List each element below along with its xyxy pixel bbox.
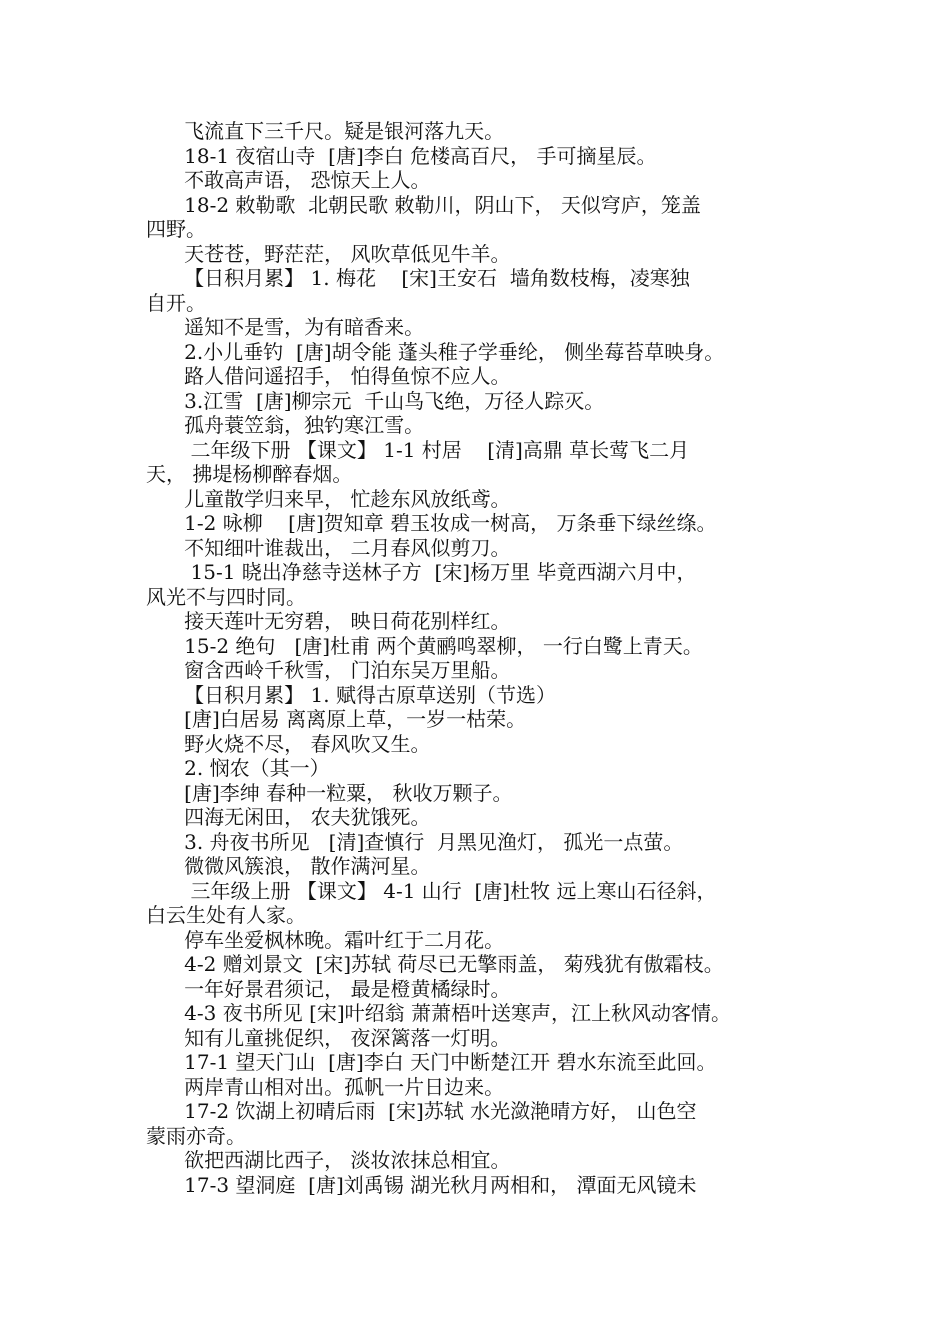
text-line: 两岸青山相对出。孤帆一片日边来。 [146,1074,505,1099]
text-line: 4-3 夜书所见 [宋]叶绍翁 萧萧梧叶送寒声，江上秋风动客情。 [146,1001,732,1025]
text-line: 四海无闲田， 农夫犹饿死。 [146,805,431,829]
text-line: 儿童散学归来早， 忙趁东风放纸鸢。 [146,486,511,511]
text-line: 野火烧不尽， 春风吹又生。 [146,731,431,756]
text-line: 18-2 敕勒歌 北朝民歌 敕勒川，阴山下， 天似穹庐，笼盖 [146,192,701,217]
text-line: 接天莲叶无穷碧， 映日荷花别样红。 [146,609,511,633]
text-line: 不知细叶谁裁出， 二月春风似剪刀。 [146,535,511,560]
text-line: 风光不与四时同。 [146,584,306,609]
text-line: 二年级下册 【课文】 1-1 村居 [清]高鼎 草长莺飞二月 [146,437,690,462]
text-line: 不敢高声语， 恐惊天上人。 [146,168,431,192]
text-line: 微微风簇浪， 散作满河星。 [146,854,431,878]
text-line: 窗含西岭千秋雪， 门泊东吴万里船。 [146,658,511,682]
text-line: 1-2 咏柳 [唐]贺知章 碧玉妆成一树高， 万条垂下绿丝绦。 [146,511,717,535]
text-line: 路人借问遥招手， 怕得鱼惊不应人。 [146,364,511,388]
text-line: 【日积月累】 1. 梅花 [宋]王安石 墙角数枝梅，凌寒独 [146,266,690,290]
text-line: 停车坐爱枫林晚。霜叶红于二月花。 [146,927,505,952]
text-line: 一年好景君须记， 最是橙黄橘绿时。 [146,976,511,1001]
text-line: 欲把西湖比西子， 淡妆浓抹总相宜。 [146,1148,511,1172]
text-line: 天， 拂堤杨柳醉春烟。 [146,462,353,486]
text-line: 17-1 望天门山 [唐]李白 天门中断楚江开 碧水东流至此回。 [146,1050,717,1074]
text-line: 【日积月累】 1. 赋得古原草送别（节选） [146,682,556,707]
text-line: 知有儿童挑促织， 夜深篱落一灯明。 [146,1025,511,1050]
text-line: [唐]白居易 离离原上草，一岁一枯荣。 [146,707,527,731]
text-line: [唐]李绅 春种一粒粟， 秋收万颗子。 [146,780,513,805]
text-line: 飞流直下三千尺。疑是银河落九天。 [146,119,505,143]
text-line: 白云生处有人家。 [146,903,306,927]
text-line: 3. 舟夜书所见 [清]查慎行 月黑见渔灯， 孤光一点萤。 [146,829,684,854]
poem-text-block [146,119,816,1197]
text-line: 18-1 夜宿山寺 [唐]李白 危楼高百尺， 手可摘星辰。 [146,143,657,168]
text-line: 三年级上册 【课文】 4-1 山行 [唐]杜牧 远上寒山石径斜， [146,878,717,903]
text-line: 4-2 赠刘景文 [宋]苏轼 荷尽已无擎雨盖， 菊残犹有傲霜枝。 [146,952,724,976]
text-line: 15-1 晓出净慈寺送林子方 [宋]杨万里 毕竟西湖六月中， [146,560,697,584]
text-line: 自开。 [146,290,206,315]
text-line: 遥知不是雪，为有暗香来。 [146,315,425,339]
text-line: 15-2 绝句 [唐]杜甫 两个黄鹂鸣翠柳， 一行白鹭上青天。 [146,633,703,658]
text-line: 天苍苍，野茫茫， 风吹草低见牛羊。 [146,241,511,266]
text-line: 孤舟蓑笠翁，独钓寒江雪。 [146,413,425,437]
text-line: 蒙雨亦奇。 [146,1123,246,1148]
text-line: 17-2 饮湖上初晴后雨 [宋]苏轼 水光潋滟晴方好， 山色空 [146,1099,697,1123]
text-line: 17-3 望洞庭 [唐]刘禹锡 湖光秋月两相和， 潭面无风镜未 [146,1172,697,1197]
text-line: 四野。 [146,217,206,241]
text-line: 2.小儿垂钓 [唐]胡令能 蓬头稚子学垂纶， 侧坐莓苔草映身。 [146,339,725,364]
text-line: 2. 悯农（其一） [146,756,330,780]
text-line: 3.江雪 [唐]柳宗元 千山鸟飞绝，万径人踪灭。 [146,388,605,413]
